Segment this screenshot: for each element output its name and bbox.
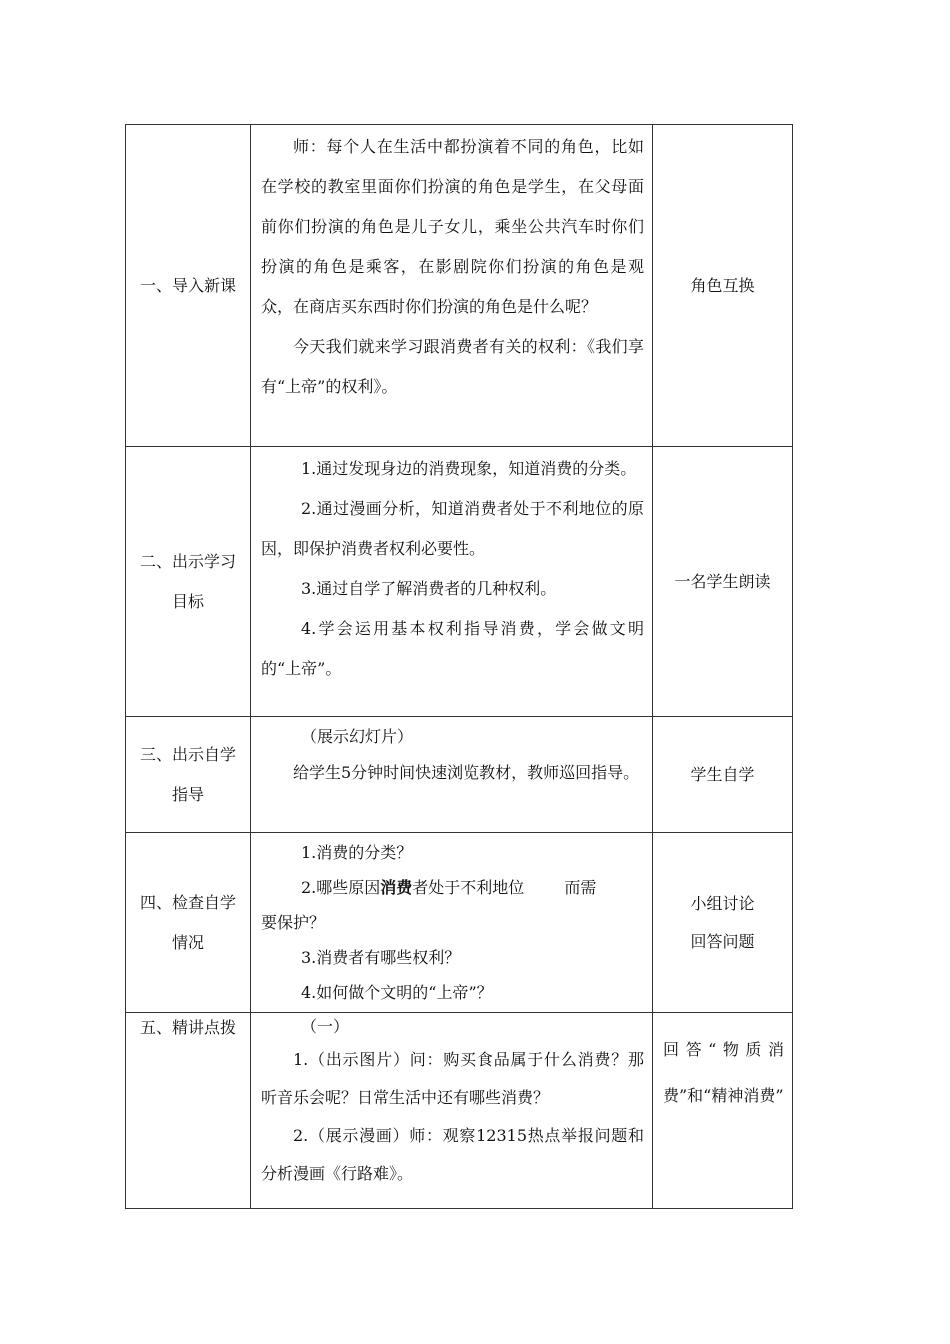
question-text: 而需 [564, 878, 597, 897]
activity-cell [653, 717, 793, 833]
stage-cell [126, 1013, 251, 1209]
question-text: 2.哪些原因 [301, 878, 381, 897]
stage-label-line: 情况 [171, 932, 204, 952]
stage-label-line: 四、检查自学 [139, 892, 236, 912]
lesson-plan-table [125, 124, 793, 1209]
content-paragraph: 2.（展示漫画）师：观察12315热点举报问题和分析漫画《行路难》。 [261, 1126, 644, 1183]
stage-label-line: 三、出示自学 [139, 744, 236, 764]
activity-label: 一名学生朗读 [674, 571, 771, 591]
content-paragraph: （一） [301, 1017, 350, 1036]
table-row [126, 833, 793, 1013]
objective-item: 4.学会运用基本权利指导消费，学会做文明的“上帝”。 [261, 619, 644, 678]
activity-cell [653, 1013, 793, 1209]
content-cell [251, 447, 653, 717]
stage-label-line: 二、出示学习 [139, 551, 236, 571]
activity-cell [653, 125, 793, 447]
table-row [126, 717, 793, 833]
stage-label: 五、精讲点拨 [139, 1018, 236, 1037]
content-paragraph: 给学生5分钟时间快速浏览教材，教师巡回指导。 [293, 763, 640, 782]
question-item: 3.消费者有哪些权利？ [301, 948, 461, 967]
table-row [126, 1013, 793, 1209]
stage-label-line: 指导 [171, 784, 204, 804]
stage-label-line: 目标 [171, 591, 204, 611]
question-item [261, 870, 644, 905]
content-paragraph: 1.（出示图片）问：购买食品属于什么消费？那听音乐会呢？日常生活中还有哪些消费？ [261, 1050, 644, 1107]
content-cell [251, 833, 653, 1013]
stage-label: 一、导入新课 [139, 275, 236, 295]
content-cell [251, 125, 653, 447]
content-paragraph: （展示幻灯片） [301, 727, 414, 746]
objective-item: 2.通过漫画分析，知道消费者处于不利地位的原因，即保护消费者权利必要性。 [261, 499, 644, 558]
table-row [126, 125, 793, 447]
content-cell [251, 1013, 653, 1209]
question-text: 者处于不利地位 [412, 878, 525, 897]
content-cell [251, 717, 653, 833]
table-row [126, 447, 793, 717]
stage-cell [126, 447, 251, 717]
activity-cell [653, 447, 793, 717]
objective-item: 1.通过发现身边的消费现象，知道消费的分类。 [301, 459, 637, 478]
activity-label: 回答“物质消费”和“精神消费” [663, 1040, 784, 1105]
question-item: 4.如何做个文明的“上帝”？ [301, 983, 493, 1002]
question-item: 1.消费的分类？ [301, 843, 413, 862]
stage-cell [126, 833, 251, 1013]
activity-label: 学生自学 [690, 764, 755, 784]
content-paragraph: 师：每个人在生活中都扮演着不同的角色，比如在学校的教室里面你们扮演的角色是学生，在父母面前你们扮演的角色是儿子女儿，乘坐公共汽车时你们扮演的角色是乘客，在影剧院你们扮演的角色是观众，在商店买东西时你们扮演的角色是什么呢？ [261, 137, 644, 316]
activity-cell [653, 833, 793, 1013]
stage-cell [126, 717, 251, 833]
activity-label-line: 小组讨论 [690, 893, 755, 913]
content-paragraph: 今天我们就来学习跟消费者有关的权利：《我们享有“上帝”的权利》。 [261, 337, 644, 396]
stage-cell [126, 125, 251, 447]
objective-item: 3.通过自学了解消费者的几种权利。 [301, 579, 557, 598]
activity-label-line: 回答问题 [690, 931, 755, 951]
question-item: 要保护？ [261, 913, 326, 932]
question-text: 消费 [380, 878, 413, 897]
activity-label: 角色互换 [690, 275, 755, 295]
